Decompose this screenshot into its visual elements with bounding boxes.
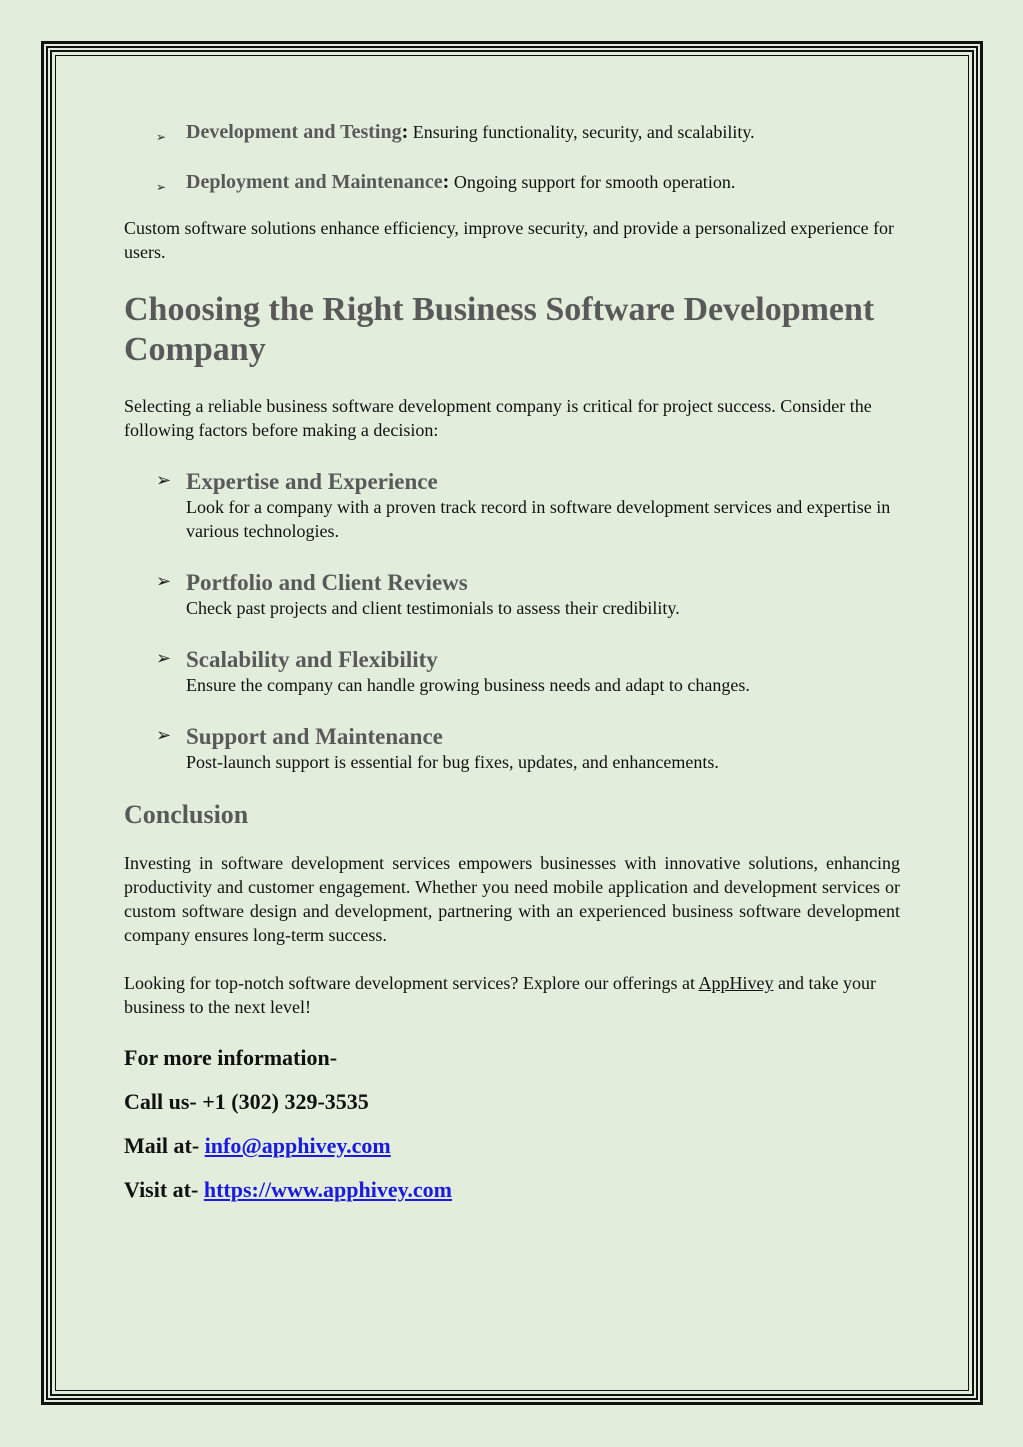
- arrow-bullet-icon: ➢: [156, 571, 172, 592]
- factor-scalability: [124, 647, 900, 697]
- arrow-bullet-icon: ➢: [156, 725, 172, 746]
- mail-label: Mail at-: [124, 1133, 205, 1158]
- arrow-bullet-icon: ➢: [156, 470, 172, 491]
- conclusion-paragraph: Investing in software development services empowers businesses with innovative solutions, enhancing productivity and customer engagement. Whether you need mobile application and development services or custom software design and development, partnering with an experienced business software development company ensures long-term success.: [124, 853, 900, 945]
- cta-text-after: and take your business to the next level!: [124, 973, 876, 1017]
- factor-title: Scalability and Flexibility: [186, 647, 438, 672]
- cta-text-before: Looking for top-notch software development services? Explore our offerings at: [124, 973, 699, 993]
- factor-description: Check past projects and client testimonials to assess their credibility.: [186, 598, 680, 618]
- bullet-title: Development and Testing: [186, 121, 402, 143]
- bullet-development-testing: [124, 120, 900, 144]
- cta-paragraph: [124, 971, 900, 1019]
- bullet-title: Deployment and Maintenance: [186, 171, 443, 193]
- factor-description: Ensure the company can handle growing business needs and adapt to changes.: [186, 675, 750, 695]
- conclusion-heading: Conclusion: [124, 800, 249, 829]
- more-info-label: For more information-: [124, 1045, 338, 1070]
- bullet-text: Ongoing support for smooth operation.: [449, 172, 736, 192]
- section-paragraph: Selecting a reliable business software development company is critical for project success. Consider the following factors before making a decision:: [124, 396, 872, 440]
- factor-description: Look for a company with a proven track record in software development services and expertise in various technologies.: [186, 497, 891, 541]
- bullet-deployment-maintenance: [124, 170, 900, 194]
- factor-title: Portfolio and Client Reviews: [186, 570, 468, 595]
- phone-number: +1 (302) 329-3535: [202, 1089, 369, 1114]
- factor-title: Support and Maintenance: [186, 724, 443, 749]
- arrow-bullet-icon: ➢: [156, 648, 172, 669]
- email-line: [124, 1133, 900, 1159]
- arrow-bullet-icon: ➢: [156, 130, 167, 144]
- intro-paragraph: Custom software solutions enhance efficiency, improve security, and provide a personalized experience for users.: [124, 218, 895, 262]
- factor-title: Expertise and Experience: [186, 469, 438, 494]
- bullet-colon: :: [401, 121, 409, 143]
- phone-line: [124, 1089, 900, 1115]
- document-body: [124, 120, 900, 1221]
- factor-portfolio: [124, 570, 900, 620]
- bullet-colon: :: [442, 171, 450, 193]
- website-line: [124, 1177, 900, 1203]
- factor-expertise: [124, 469, 900, 543]
- visit-label: Visit at-: [124, 1177, 204, 1202]
- apphivey-link[interactable]: AppHivey: [698, 973, 774, 993]
- email-link[interactable]: info@apphivey.com: [204, 1133, 391, 1158]
- website-link[interactable]: https://www.apphivey.com: [203, 1177, 452, 1202]
- call-label: Call us-: [124, 1089, 203, 1114]
- factor-description: Post-launch support is essential for bug fixes, updates, and enhancements.: [186, 752, 719, 772]
- bullet-text: Ensuring functionality, security, and scalability.: [408, 122, 755, 142]
- arrow-bullet-icon: ➢: [156, 180, 167, 194]
- section-heading: Choosing the Right Business Software Development Company: [124, 291, 875, 368]
- factor-support: [124, 724, 900, 774]
